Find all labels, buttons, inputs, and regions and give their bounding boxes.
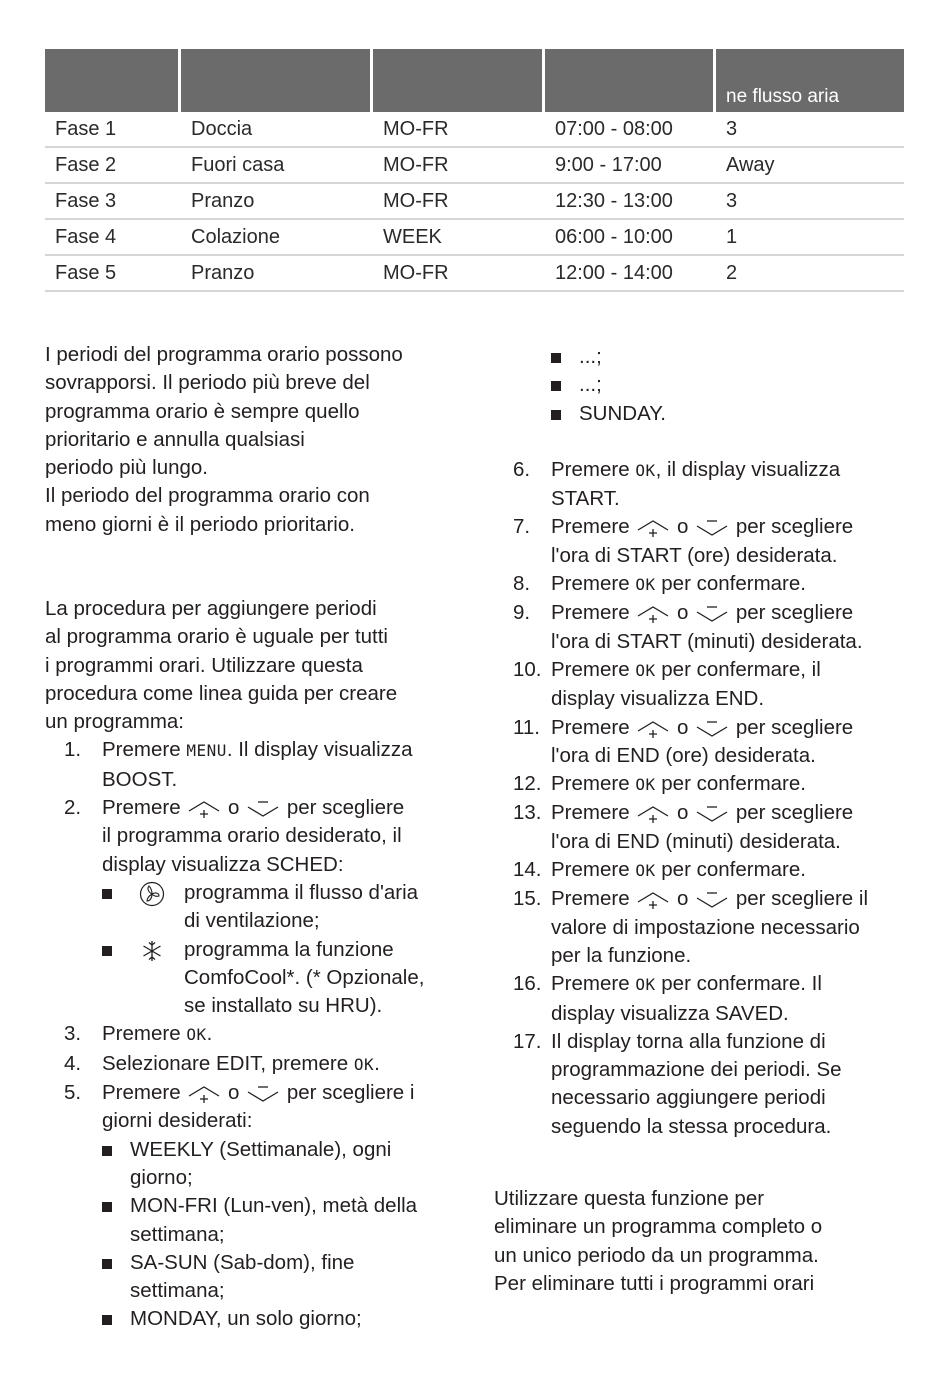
table-cell: Fase 4 (45, 220, 181, 254)
step-text: valore di impostazione necessario (551, 915, 860, 939)
table-header (45, 49, 904, 112)
sched-options (45, 879, 475, 1020)
table-cell: Colazione (181, 220, 373, 254)
table-cell: 07:00 - 08:00 (545, 112, 716, 146)
text-line: I periodi del programma orario possono (45, 343, 403, 366)
step-text: Premere (102, 738, 187, 762)
text-line: La procedura per aggiungere periodi (45, 597, 377, 620)
step-text: Premere (551, 715, 630, 739)
table-cell: 3 (716, 112, 904, 146)
step-text: o (677, 715, 689, 739)
step-text: giorni desiderati: (102, 1109, 253, 1133)
text-line: settimana; (130, 1279, 225, 1303)
procedure-continued (494, 343, 924, 1141)
minus-key-icon (694, 516, 730, 538)
step-text: l'ora di END (minuti) desiderata. (551, 829, 841, 853)
step-number: 8. (513, 572, 531, 596)
table-cell: 12:30 - 13:00 (545, 184, 716, 218)
comfocool-schedule-item (102, 936, 475, 1021)
text-line: di ventilazione; (184, 909, 320, 933)
text-line: MON-FRI (Lun-ven), metà della (130, 1194, 418, 1218)
plus-key-icon (635, 802, 671, 824)
step-text: per scegliere (735, 601, 854, 625)
step-text: Premere (551, 972, 636, 996)
text-line: se installato su HRU). (184, 994, 383, 1018)
step-text: Premere (551, 657, 636, 681)
step-text: per scegliere (286, 796, 405, 820)
fan-schedule-item (102, 879, 475, 936)
step-text: BOOST. (102, 767, 178, 791)
step-text: per confermare, il (655, 657, 821, 681)
step-text: display visualizza END. (551, 687, 765, 711)
step-number: 5. (64, 1081, 82, 1105)
table-cell: 1 (716, 220, 904, 254)
table-row (45, 220, 904, 256)
step-4 (45, 1050, 475, 1079)
step-9 (494, 599, 924, 656)
step-number: 16. (513, 972, 542, 996)
step-17 (494, 1028, 924, 1141)
text-line: settimana; (130, 1222, 225, 1246)
step-text: l'ora di START (minuti) desiderata. (551, 629, 863, 653)
plus-key-icon (635, 888, 671, 910)
step-7 (494, 513, 924, 570)
text-line: Per eliminare tutti i programmi orari (494, 1271, 815, 1295)
text-line: ...; (579, 345, 602, 368)
table-cell: MO-FR (373, 112, 545, 146)
step-text: per confermare. (655, 858, 806, 882)
step-text: l'ora di END (ore) desiderata. (551, 743, 816, 767)
table-row (45, 112, 904, 148)
step-number: 13. (513, 801, 542, 825)
step-text: Premere (102, 1081, 181, 1105)
bullet (102, 1259, 112, 1269)
step-text: Premere (551, 772, 636, 796)
text-line: Utilizzare questa funzione per (494, 1187, 765, 1210)
step-text: per la funzione. (551, 943, 692, 967)
step-text: per scegliere (735, 715, 854, 739)
table-cell: Fase 1 (45, 112, 181, 146)
step-number: 17. (513, 1029, 542, 1053)
table-cell: 9:00 - 17:00 (545, 148, 716, 182)
minus-key-icon (694, 888, 730, 910)
text-line: sovrapporsi. Il periodo più breve del (45, 371, 370, 395)
step-text: Premere (551, 601, 630, 625)
step-text: display visualizza SAVED. (551, 1001, 789, 1025)
header-cell (545, 49, 716, 112)
text-line: SUNDAY. (579, 401, 666, 425)
step-number: 14. (513, 858, 542, 882)
text-line: al programma orario è uguale per tutti (45, 625, 388, 649)
text-line: un programma: (45, 710, 185, 734)
ok-key-label: OK (635, 575, 656, 595)
menu-key-label: MENU (186, 741, 227, 761)
step-3 (45, 1020, 475, 1049)
text-line: periodo più lungo. (45, 456, 208, 480)
table-cell: 2 (716, 256, 904, 290)
bullet (551, 410, 561, 420)
day-option (551, 371, 924, 399)
table-cell: 06:00 - 10:00 (545, 220, 716, 254)
table-cell: Away (716, 148, 904, 182)
table-row (45, 148, 904, 184)
bullet (551, 353, 561, 363)
minus-key-icon (694, 802, 730, 824)
bullet (102, 889, 112, 899)
ok-key-label: OK (353, 1054, 375, 1074)
step-text: Premere (551, 572, 636, 596)
bullet (551, 381, 561, 391)
step-number: 12. (513, 772, 542, 796)
text-line: i programmi orari. Utilizzare questa (45, 653, 363, 677)
step-text: l'ora di START (ore) desiderata. (551, 543, 838, 567)
table-cell: Pranzo (181, 256, 373, 290)
table-cell: Fase 2 (45, 148, 181, 182)
header-cell (45, 49, 181, 112)
day-option-sunday (551, 400, 924, 428)
bullet (102, 1315, 112, 1325)
minus-key-icon (694, 602, 730, 624)
step-text: per scegliere i (286, 1081, 415, 1105)
text-line: programma la funzione (184, 937, 394, 961)
step-2 (45, 794, 475, 879)
step-text: per confermare. (655, 572, 806, 596)
procedure-section (45, 595, 475, 1334)
text-line: seguendo la stessa procedura. (551, 1114, 832, 1138)
table-cell: Pranzo (181, 184, 373, 218)
table-cell: Fase 3 (45, 184, 181, 218)
step-5 (45, 1079, 475, 1334)
step-text: il programma orario desiderato, il (102, 824, 402, 848)
step-number: 11. (513, 715, 540, 739)
plus-key-icon (635, 717, 671, 739)
step-text: o (228, 796, 240, 820)
table-row (45, 184, 904, 220)
text-line: WEEKLY (Settimanale), ogni (130, 1137, 392, 1161)
step-text: Premere (102, 1022, 187, 1046)
step-14 (494, 856, 924, 885)
header-cell (181, 49, 373, 112)
table-cell: Fuori casa (181, 148, 373, 182)
day-option-monday (102, 1305, 475, 1333)
text-line: Il periodo del programma orario con (45, 484, 370, 508)
bullet (102, 1146, 112, 1156)
step-text: o (677, 801, 689, 825)
plus-key-icon (635, 516, 671, 538)
step-12 (494, 770, 924, 799)
text-line: meno giorni è il periodo prioritario. (45, 512, 355, 536)
step-text: per scegliere (735, 801, 854, 825)
step-text: per confermare. Il (655, 972, 822, 996)
table-cell: 3 (716, 184, 904, 218)
step-15 (494, 885, 924, 970)
ok-key-label: OK (635, 975, 656, 995)
minus-key-icon (694, 717, 730, 739)
plus-key-icon (635, 602, 671, 624)
step-number: 4. (64, 1051, 82, 1075)
text-line: programma orario è sempre quello (45, 399, 360, 423)
text-line: SA-SUN (Sab-dom), fine (130, 1250, 355, 1274)
text-line: programma il flusso d'aria (184, 880, 419, 904)
text-line: Il display torna alla funzione di (551, 1029, 826, 1053)
header-cell: ne flusso aria (716, 49, 904, 112)
step-number: 2. (64, 796, 82, 820)
ok-key-label: OK (635, 775, 656, 795)
step-number: 15. (513, 887, 542, 911)
bullet (102, 1202, 112, 1212)
day-option-weekly (102, 1136, 475, 1193)
header-cell (373, 49, 545, 112)
ok-key-label: OK (186, 1025, 207, 1045)
text-line: eliminare un programma completo o (494, 1215, 823, 1239)
text-line: un unico periodo da un programma. (494, 1243, 819, 1267)
step-text: . (206, 1022, 213, 1046)
step-number: 6. (513, 457, 531, 481)
step-text: Premere (551, 457, 636, 481)
text-line: programmazione dei periodi. Se (551, 1058, 842, 1082)
ok-key-label: OK (635, 660, 656, 680)
text-line: procedura come linea guida per creare (45, 681, 398, 705)
step-13 (494, 799, 924, 856)
text-line: necessario aggiungere periodi (551, 1086, 826, 1110)
step-11 (494, 714, 924, 771)
plus-key-icon (186, 1082, 222, 1104)
table-row (45, 256, 904, 292)
text-line: ...; (579, 373, 602, 397)
step-8 (494, 570, 924, 599)
step-6 (494, 456, 924, 514)
step-text: . (374, 1051, 380, 1075)
schedule-table (45, 49, 904, 292)
table-cell: WEEK (373, 220, 545, 254)
step-text: Selezionare EDIT, premere (102, 1051, 354, 1075)
step-text: o (228, 1081, 240, 1105)
day-option-sa-sun (102, 1249, 475, 1306)
table-cell: Doccia (181, 112, 373, 146)
step-text: o (677, 601, 689, 625)
step-text: START. (551, 487, 620, 511)
day-option (551, 343, 924, 371)
step-text: Premere (551, 887, 630, 911)
step-number: 7. (513, 515, 531, 539)
step-number: 1. (64, 738, 82, 762)
ok-key-label: OK (635, 861, 656, 881)
table-cell: 12:00 - 14:00 (545, 256, 716, 290)
text-line: ComfoCool*. (* Opzionale, (184, 965, 425, 989)
step-text: Premere (551, 801, 630, 825)
day-option-mon-fri (102, 1192, 475, 1249)
bullet (102, 946, 112, 956)
step-text: per confermare. (655, 772, 806, 796)
step-10 (494, 656, 924, 714)
step-text: . Il display visualizza (226, 738, 413, 762)
text-line: MONDAY, un solo giorno; (130, 1307, 362, 1331)
step-1 (45, 736, 475, 794)
table-cell: MO-FR (373, 148, 545, 182)
day-options-continued (494, 343, 924, 428)
step-text: o (677, 515, 689, 539)
overlap-paragraph (45, 341, 465, 539)
table-cell: MO-FR (373, 184, 545, 218)
snowflake-icon (136, 937, 168, 965)
minus-key-icon (245, 1082, 281, 1104)
step-number: 3. (64, 1022, 82, 1046)
ok-key-label: OK (635, 460, 656, 480)
text-line: prioritario e annulla qualsiasi (45, 427, 305, 451)
step-number: 10. (513, 657, 542, 681)
minus-key-icon (245, 797, 281, 819)
step-text: display visualizza SCHED: (102, 852, 344, 876)
table-cell: Fase 5 (45, 256, 181, 290)
step-text: o (677, 887, 689, 911)
step-text: , il display visualizza (655, 457, 841, 481)
delete-paragraph (494, 1185, 914, 1298)
table-cell: MO-FR (373, 256, 545, 290)
fan-icon (136, 880, 168, 908)
step-text: Premere (551, 515, 630, 539)
step-text: per scegliere il (735, 887, 868, 911)
step-text: Premere (102, 796, 181, 820)
step-text: Premere (551, 858, 636, 882)
step-16 (494, 970, 924, 1028)
plus-key-icon (186, 797, 222, 819)
text-line: giorno; (130, 1165, 193, 1189)
step-text: per scegliere (735, 515, 854, 539)
step-number: 9. (513, 601, 531, 625)
